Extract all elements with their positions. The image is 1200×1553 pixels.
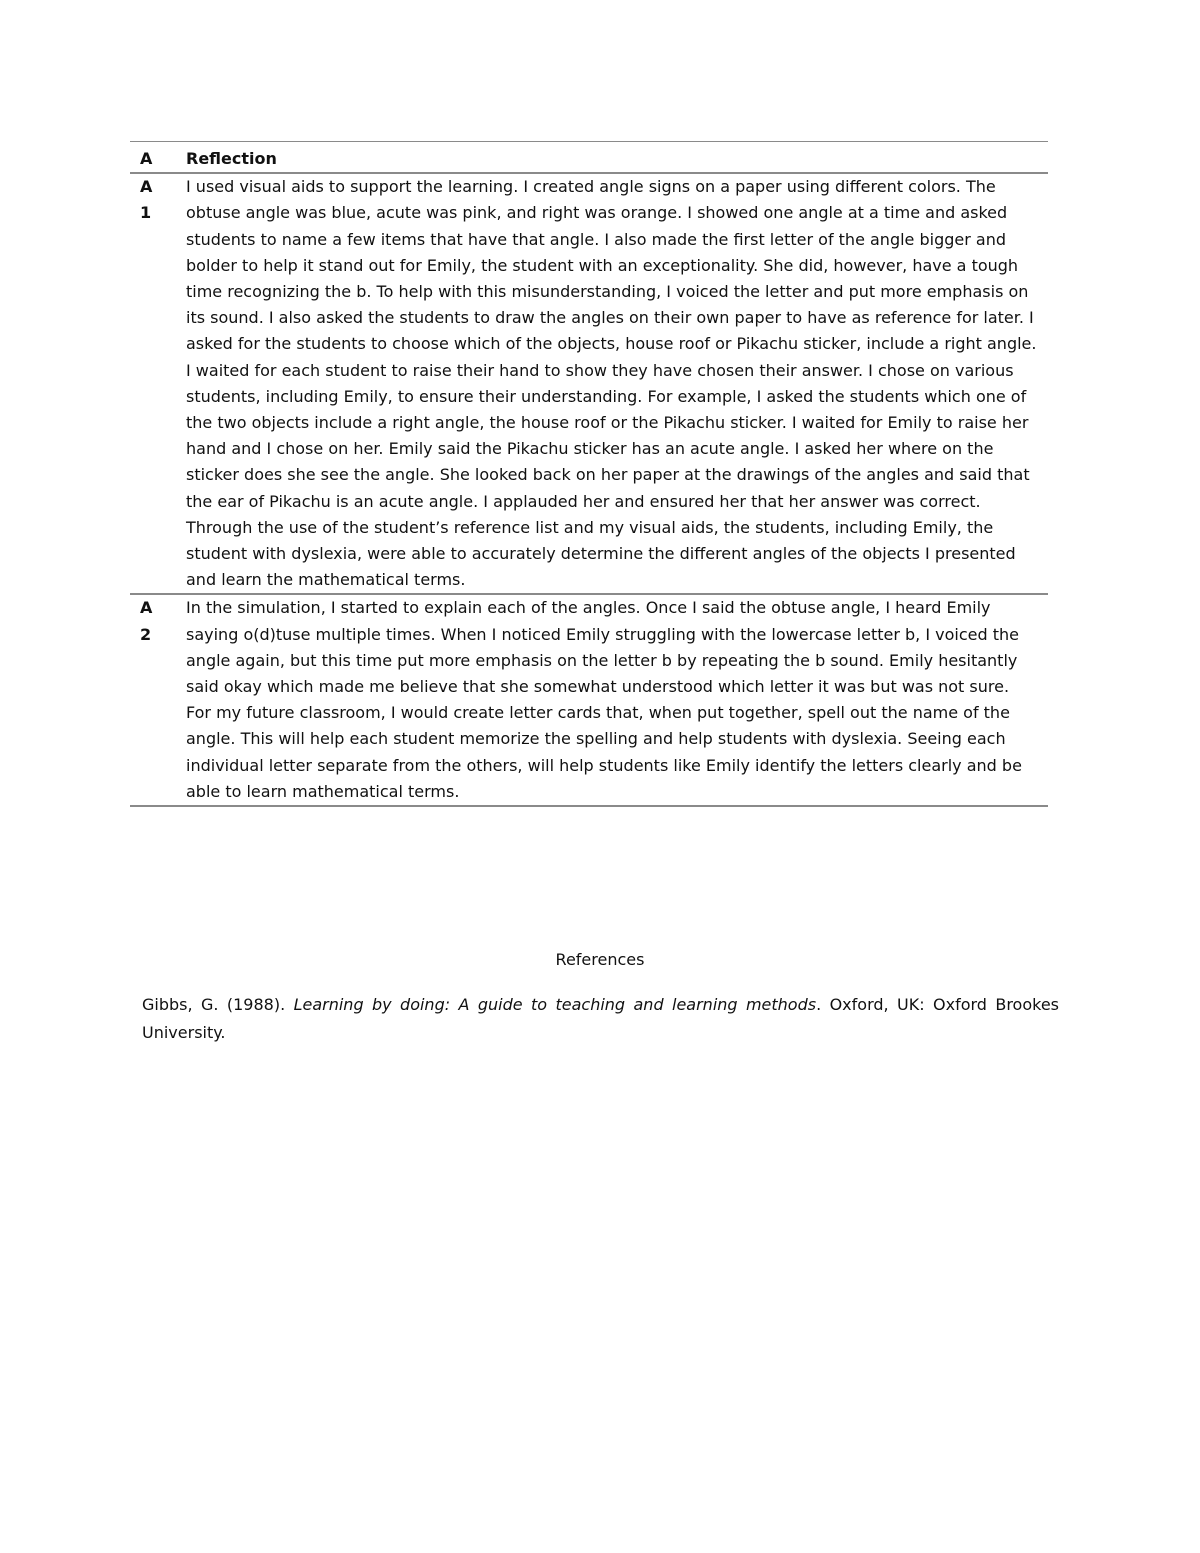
reference-citation [142,991,1059,1047]
row-reflection-text [186,595,1048,805]
row-label-letter: A [140,177,153,197]
row-label [130,174,186,593]
header-cell-reflection: Reflection [186,149,277,168]
reflection-paragraph: I used visual aids to support the learning. I created angle signs on a paper using different colors. The obtuse angle was blue, acute was pink, and right was orange. I showed one angle at a time and asked students to name a few items that have that angle. I also made the first letter of the angle bigger and bolder to help it stand out for Emily, the student with an exceptionality. She did, however, have a tough time recognizing the b. To help with this misunderstanding, I voiced the letter and put more emphasis on its sound. I also asked the students to draw the angles on their own paper to have as reference for later. I asked for the students to choose which of the objects, house roof or Pikachu sticker, include a right angle. I waited for each student to raise their hand to show they have chosen their answer. I chose on various students, including Emily, to ensure their understanding. For example, I asked the students which one of the two objects include a right angle, the house roof or the Pikachu sticker. I waited for Emily to raise her hand and I chose on her. Emily said the Pikachu sticker has an acute angle. I asked her where on the sticker does she see the angle. She looked back on her paper at the drawings of the angles and said that the ear of Pikachu is an acute angle. I applauded her and ensured her that her answer was correct. Through the use of the student’s reference list and my visual aids, the students, including Emily, the student with dyslexia, were able to accurately determine the different angles of the objects I presented and learn the mathematical terms. [186,177,1037,590]
citation-title: Learning by doing: A guide to teaching and learning methods [293,995,817,1014]
reflection-paragraph: In the simulation, I started to explain each of the angles. Once I said the obtuse angle, I heard Emily saying o(d)tuse multiple times. When I noticed Emily struggling with the lowercase letter b, I voiced the angle again, but this time put more emphasis on the letter b by repeating the b sound. Emily hesitantly said okay which made me believe that she somewhat understood which letter it was but was not sure. [186,598,1019,697]
row-reflection-text [186,174,1048,593]
citation-author: Gibbs, G. (1988). [142,995,294,1014]
table-row [130,595,1048,807]
header-cell-a: A [140,149,153,168]
references-heading: References [555,950,645,969]
reflection-paragraph: For my future classroom, I would create letter cards that, when put together, spell out the name of the angle. This will help each student memorize the spelling and help students with dyslexia. Seeing each individual letter separate from the others, will help students like Emily identify the letters clearly and be able to learn mathematical terms. [186,703,1022,801]
row-label-number: 1 [140,203,152,223]
row-label [130,595,186,805]
row-label-letter: A [140,598,153,618]
row-label-number: 2 [140,624,152,644]
table-row [130,174,1048,595]
reflection-table [130,141,1048,807]
citation-publisher: . Oxford, UK: Oxford Brookes University. [142,995,1060,1042]
table-header-row [130,142,1048,174]
